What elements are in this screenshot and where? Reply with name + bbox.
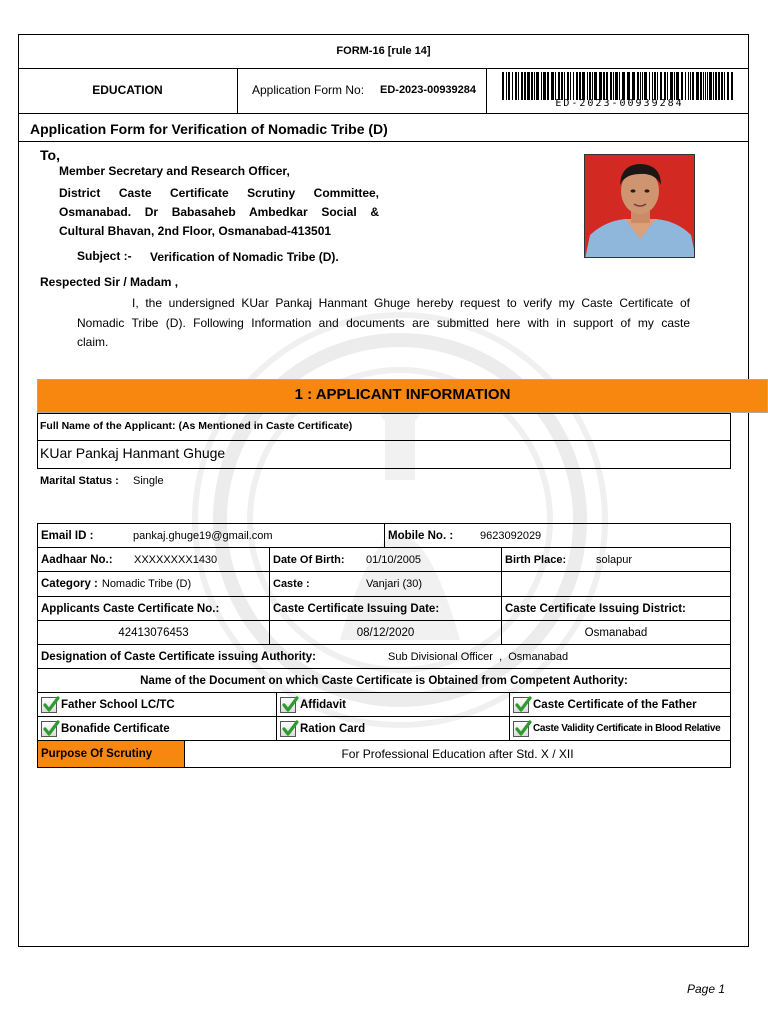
document-label: Affidavit xyxy=(300,698,346,711)
barcode-bar xyxy=(579,72,581,100)
marital-value: Single xyxy=(133,475,164,487)
form-category: EDUCATION xyxy=(92,83,163,97)
address-line-1: Member Secretary and Research Officer, xyxy=(59,164,290,178)
barcode-bar xyxy=(561,72,563,100)
authority-label: Designation of Caste Certificate issuing Authority: xyxy=(41,650,316,663)
barcode-bar xyxy=(681,72,683,100)
document-item xyxy=(37,692,277,717)
document-label: Caste Validity Certificate in Blood Relative xyxy=(533,723,721,734)
dob-label: Date Of Birth: xyxy=(273,553,345,566)
barcode-bar xyxy=(727,72,729,100)
caste-cell xyxy=(269,571,502,597)
mobile-label: Mobile No. : xyxy=(388,529,454,542)
barcode-bar xyxy=(685,72,686,100)
document-label: Ration Card xyxy=(300,722,366,735)
barcode-bar xyxy=(512,72,513,100)
cert-no-label: Applicants Caste Certificate No.: xyxy=(37,596,270,621)
barcode-bar xyxy=(703,72,704,100)
app-no-value: ED-2023-00939284 xyxy=(380,84,477,96)
barcode xyxy=(502,72,737,100)
barcode-bar xyxy=(705,72,706,100)
barcode-bar xyxy=(667,72,668,100)
empty-cell xyxy=(501,571,731,597)
barcode-bar xyxy=(576,72,578,100)
aadhaar-cell xyxy=(37,547,270,572)
barcode-bar xyxy=(674,72,675,100)
barcode-bar xyxy=(652,72,653,100)
barcode-bar xyxy=(619,72,620,100)
category-cell xyxy=(37,571,270,597)
barcode-bar xyxy=(637,72,639,100)
barcode-bar xyxy=(547,72,549,100)
fullname-value: KUar Pankaj Hanmant Ghuge xyxy=(40,445,226,461)
caste-value: Vanjari (30) xyxy=(366,578,423,590)
barcode-bar xyxy=(587,72,588,100)
cert-no-value: 42413076453 xyxy=(37,620,270,645)
dob-cell xyxy=(269,547,502,572)
barcode-bar xyxy=(709,72,712,100)
barcode-bar xyxy=(521,72,523,100)
barcode-bar xyxy=(603,72,605,100)
barcode-bar xyxy=(640,72,641,100)
address-line-4: Cultural Bhavan, 2nd Floor, Osmanabad-413501 xyxy=(59,224,332,238)
fullname-label: Full Name of the Applicant: (As Mentioned in Caste Certificate) xyxy=(40,420,353,432)
barcode-bar xyxy=(558,72,560,100)
barcode-bar xyxy=(690,72,691,100)
barcode-bar xyxy=(610,72,612,100)
address-line-3: Osmanabad. Dr Babasaheb Ambedkar Social & xyxy=(59,205,379,219)
caste-label: Caste : xyxy=(273,578,310,590)
barcode-bar xyxy=(506,72,507,100)
issue-district-label: Caste Certificate Issuing District: xyxy=(501,596,731,621)
barcode-bar xyxy=(657,72,658,100)
barcode-bar xyxy=(627,72,630,100)
barcode-bar xyxy=(724,72,725,100)
mobile-row xyxy=(384,523,731,548)
document-item xyxy=(276,716,510,741)
barcode-bar xyxy=(692,72,694,100)
barcode-bar xyxy=(502,72,504,100)
category-label: Category : xyxy=(41,578,98,590)
barcode-bar xyxy=(664,72,666,100)
barcode-bar xyxy=(508,72,510,100)
barcode-bar xyxy=(700,72,702,100)
barcode-bar xyxy=(642,72,643,100)
issue-date-value: 08/12/2020 xyxy=(269,620,502,645)
barcode-bar xyxy=(606,72,608,100)
body-line-2: Nomadic Tribe (D). Following Information and documents are submitted here with in support of my caste xyxy=(77,316,690,330)
barcode-bar xyxy=(615,72,618,100)
barcode-bar xyxy=(721,72,723,100)
marital-label: Marital Status : xyxy=(40,475,119,487)
barcode-bar xyxy=(649,72,650,100)
document-label: Bonafide Certificate xyxy=(61,722,170,735)
barcode-bar xyxy=(536,72,539,100)
form-number: FORM-16 [rule 14] xyxy=(336,45,431,57)
barcode-bar xyxy=(660,72,662,100)
barcode-bar xyxy=(670,72,673,100)
barcode-bar xyxy=(524,72,526,100)
aadhaar-label: Aadhaar No.: xyxy=(41,553,113,566)
issue-district-value: Osmanabad xyxy=(501,620,731,645)
checkbox-checked xyxy=(280,721,296,737)
barcode-bar xyxy=(599,72,602,100)
barcode-bar xyxy=(551,72,554,100)
email-value: pankaj.ghuge19@gmail.com xyxy=(133,529,273,542)
barcode-bar xyxy=(555,72,556,100)
app-no-label: Application Form No: xyxy=(252,83,365,97)
birthplace-label: Birth Place: xyxy=(505,553,567,566)
authority-value: Sub Divisional Officer , Osmanabad xyxy=(388,650,569,663)
address-line-2: District Caste Certificate Scrutiny Committee, xyxy=(59,186,379,200)
barcode-bar xyxy=(718,72,720,100)
barcode-bar xyxy=(541,72,542,100)
form-title: Application Form for Verification of Nomadic Tribe (D) xyxy=(30,121,388,137)
barcode-bar xyxy=(731,72,733,100)
checkbox-checked xyxy=(41,721,57,737)
email-label: Email ID : xyxy=(41,529,94,542)
barcode-bar xyxy=(534,72,535,100)
barcode-bar xyxy=(644,72,647,100)
barcode-bar xyxy=(654,72,656,100)
documents-heading: Name of the Document on which Caste Certificate is Obtained from Competent Authority: xyxy=(37,668,731,693)
barcode-bar xyxy=(527,72,530,100)
barcode-bar xyxy=(688,72,689,100)
barcode-bar xyxy=(589,72,591,100)
barcode-bar xyxy=(564,72,565,100)
barcode-bar xyxy=(582,72,585,100)
barcode-text: ED-2023-00939284 xyxy=(555,98,684,109)
subject-text: Verification of Nomadic Tribe (D). xyxy=(150,250,339,264)
dob-value: 01/10/2005 xyxy=(366,553,422,566)
barcode-bar xyxy=(696,72,699,100)
authority-row xyxy=(37,644,731,669)
aadhaar-value: XXXXXXXX1430 xyxy=(134,553,218,566)
checkbox-checked xyxy=(513,721,529,737)
barcode-bar xyxy=(707,72,708,100)
document-item xyxy=(37,716,277,741)
checkbox-checked xyxy=(41,697,57,713)
checkbox-checked xyxy=(280,697,296,713)
letter-to: To, xyxy=(40,147,60,163)
barcode-bar xyxy=(594,72,597,100)
purpose-label: Purpose Of Scrutiny xyxy=(37,740,185,768)
barcode-bar xyxy=(573,72,574,100)
barcode-bar xyxy=(676,72,679,100)
birthplace-value: solapur xyxy=(596,553,633,566)
barcode-bar xyxy=(518,72,519,100)
page-number: Page 1 xyxy=(687,982,726,996)
document-item xyxy=(509,716,731,741)
barcode-bar xyxy=(543,72,546,100)
barcode-bar xyxy=(515,72,517,100)
barcode-bar xyxy=(713,72,714,100)
checkbox-checked xyxy=(513,697,529,713)
purpose-value: For Professional Education after Std. X / XII xyxy=(184,740,731,768)
barcode-bar xyxy=(632,72,635,100)
body-line-3: claim. xyxy=(77,335,109,349)
birthplace-cell xyxy=(501,547,731,572)
barcode-bar xyxy=(592,72,593,100)
barcode-bar xyxy=(715,72,717,100)
document-label: Caste Certificate of the Father xyxy=(533,698,697,711)
document-label: Father School LC/TC xyxy=(61,698,175,711)
mobile-value: 9623092029 xyxy=(480,529,542,542)
barcode-bar xyxy=(531,72,533,100)
document-item xyxy=(276,692,510,717)
document-item xyxy=(509,692,731,717)
barcode-bar xyxy=(567,72,569,100)
barcode-bar xyxy=(613,72,614,100)
category-value: Nomadic Tribe (D) xyxy=(101,578,192,590)
body-line-1: I, the undersigned KUar Pankaj Hanmant Ghuge hereby request to verify my Caste Certificate of xyxy=(132,296,690,310)
barcode-bar xyxy=(570,72,571,100)
salutation: Respected Sir / Madam , xyxy=(40,275,179,289)
barcode-bar xyxy=(622,72,625,100)
subject-label: Subject :- xyxy=(77,249,132,263)
section-heading: 1 : APPLICANT INFORMATION xyxy=(294,386,511,403)
email-row xyxy=(37,523,385,548)
issue-date-label: Caste Certificate Issuing Date: xyxy=(269,596,502,621)
applicant-photo xyxy=(584,154,695,258)
